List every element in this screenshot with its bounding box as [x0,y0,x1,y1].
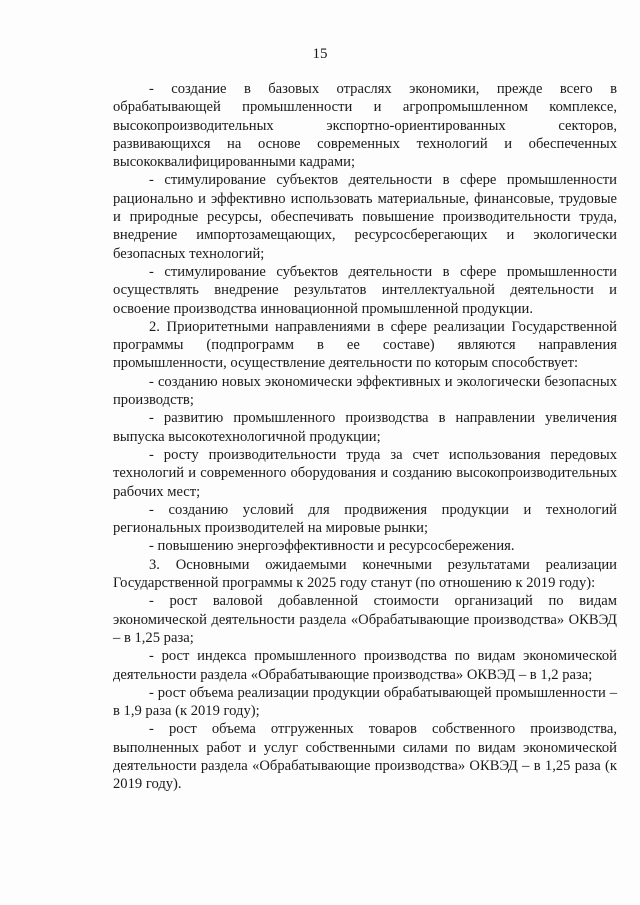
paragraph-results-intro: 3. Основными ожидаемыми конечными результатами реализации Государственной программы к 2025 году станут (по отношению к 2019 году): [113,556,617,592]
paragraph-priority-export: - созданию условий для продвижения продукции и технологий региональных производителей на мировые рынки; [113,501,617,537]
paragraph-priority-high-tech: - развитию промышленного производства в направлении увеличения выпуска высокотехнологичной продукции; [113,410,617,445]
document-body [113,80,617,794]
paragraph-goal-resource-efficiency: - стимулирование субъектов деятельности в сфере промышленности рационально и эффективно использовать материальные, финансовые, трудовые и природные ресурсы, обеспечивать повышение производительности труда, внедрение импортозамещающих, ресурсосберегающих и экологически безопасных технологий; [113,172,617,262]
paragraph-priorities-intro: 2. Приоритетными направлениями в сфере реализации Государственной программы (подпрограмм в ее составе) являются направления промышленности, осуществление деятельности по которым способствует: [113,318,617,372]
page-number: 15 [312,46,328,62]
paragraph-priority-energy: - повышению энергоэффективности и ресурсосбережения. [149,538,515,555]
paragraph-priority-new-production: - созданию новых экономически эффективных и экологически безопасных производств; [113,373,617,409]
paragraph-goal-base-industries: - создание в базовых отраслях экономики, прежде всего в обрабатывающей промышленности и агропромышленном комплексе, высокопроизводительных экспортно-ориентированных секторов, развивающихся на основе современных технологий и обеспеченных высококвалифицированными кадрами; [113,81,617,171]
paragraph-result-shipped-goods: - рост объема отгруженных товаров собственного производства, выполненных работ и услуг собственными силами по видам экономической деятельности раздела «Обрабатывающие производства» ОКВЭД – в 1,25 раза (к 2019 году). [113,721,617,793]
paragraph-goal-innovation: - стимулирование субъектов деятельности в сфере промышленности осуществлять внедрение результатов интеллектуальной деятельности и освоение производства инновационной промышленной продукции. [113,263,617,317]
paragraph-result-sales-volume: - рост объема реализации продукции обрабатывающей промышленности – в 1,9 раза (к 2019 году); [113,684,617,720]
paragraph-priority-productivity: - росту производительности труда за счет использования передовых технологий и современного оборудования и созданию высокопроизводительных рабочих мест; [113,446,617,500]
paragraph-result-production-index: - рост индекса промышленного производства по видам экономической деятельности раздела «Обрабатывающие производства» ОКВЭД – в 1,2 раза; [113,648,617,683]
paragraph-result-gva: - рост валовой добавленной стоимости организаций по видам экономической деятельности раздела «Обрабатывающие производства» ОКВЭД – в 1,25 раза; [113,593,617,646]
